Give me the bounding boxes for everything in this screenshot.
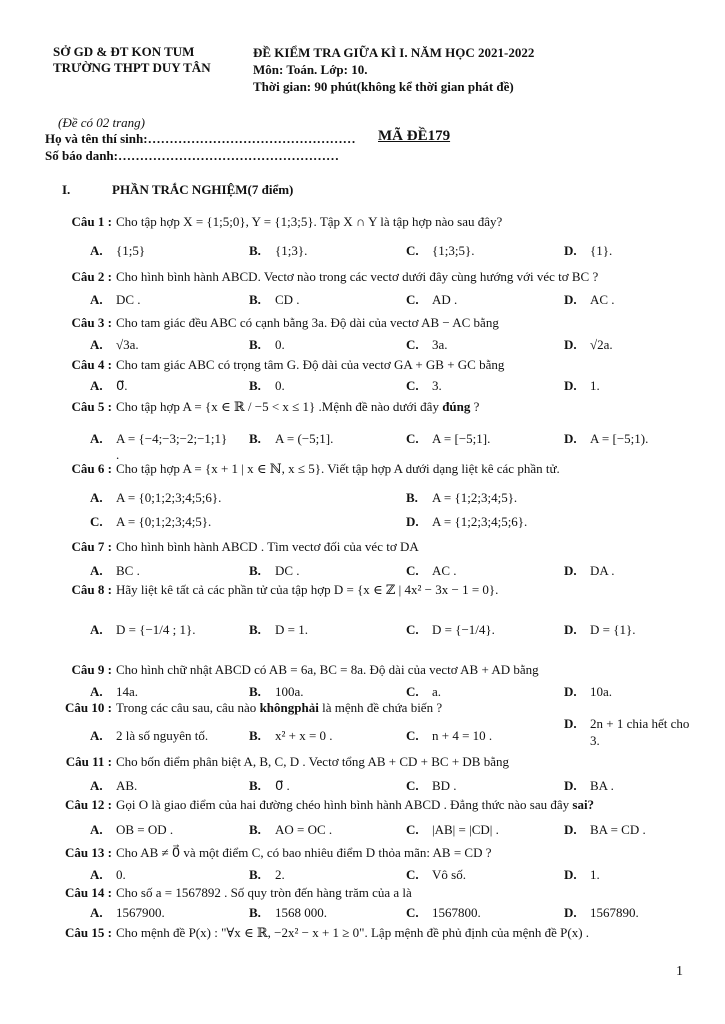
option-value: 1567900.: [116, 905, 165, 920]
section-title: PHẦN TRẮC NGHIỆM(7 điểm): [112, 182, 294, 197]
question-number: Câu 13 :: [65, 845, 112, 860]
option-value: A = (−5;1].: [275, 431, 334, 446]
option-value: 3a.: [432, 337, 448, 352]
answer-option-b[interactable]: [249, 822, 332, 838]
option-label: C.: [406, 431, 419, 446]
option-label: B.: [249, 684, 261, 699]
answer-option-a[interactable]: [90, 431, 227, 447]
question-number: Câu 11 :: [65, 754, 112, 769]
option-label: C.: [406, 337, 419, 352]
option-value: 14a.: [116, 684, 139, 699]
option-label: A.: [90, 337, 103, 352]
question-text: [116, 269, 598, 285]
option-value: 100a.: [275, 684, 304, 699]
question-text-emphasis: đúng: [442, 399, 471, 414]
answer-option-d[interactable]: [564, 243, 612, 259]
option-a-tail: .: [116, 447, 120, 462]
option-value: A = {0;1;2;3;4;5;6}.: [116, 490, 222, 505]
option-value: 0.: [116, 867, 126, 882]
answer-option-d[interactable]: [564, 622, 635, 638]
option-label: A.: [90, 490, 103, 505]
option-label: B.: [249, 292, 261, 307]
answer-option-a[interactable]: [90, 378, 128, 394]
option-value: Vô số.: [432, 867, 466, 882]
question-text-main: Cho AB ≠ 0⃗ và một điểm C, có bao nhiêu điểm D thỏa mãn: AB = CD ?: [116, 845, 492, 860]
answer-option-c[interactable]: [406, 243, 474, 259]
question-number: Câu 10 :: [65, 700, 112, 715]
answer-option-c[interactable]: [406, 822, 499, 838]
option-value: 2.: [275, 867, 285, 882]
option-value: BC .: [116, 563, 140, 578]
question-text: [116, 925, 589, 941]
school-name: TRƯỜNG THPT DUY TÂN: [53, 60, 211, 75]
option-label: A.: [90, 243, 103, 258]
question-text: [116, 539, 419, 555]
question-number: Câu 12 :: [65, 797, 112, 812]
option-label: D.: [564, 684, 577, 699]
answer-option-d[interactable]: [564, 563, 615, 579]
answer-option-b[interactable]: [249, 563, 300, 579]
candidate-id-label: Số báo danh:……………………………………………: [45, 148, 339, 163]
option-value: |AB| = |CD| .: [432, 822, 499, 837]
option-value: {1;3;5}.: [432, 243, 475, 258]
option-label: C.: [406, 728, 419, 743]
option-label: B.: [249, 431, 261, 446]
option-label: D.: [564, 431, 577, 446]
question-text: [116, 885, 412, 901]
option-value: 1.: [590, 378, 600, 393]
answer-option-d[interactable]: [564, 378, 600, 394]
answer-option-d[interactable]: [564, 431, 648, 447]
answer-option-b[interactable]: [249, 337, 285, 353]
question-text: [116, 797, 594, 813]
option-label: D.: [564, 292, 577, 307]
option-value: {1;3}.: [275, 243, 308, 258]
question-number: Câu 14 :: [65, 885, 112, 900]
answer-option-c[interactable]: [406, 337, 448, 353]
option-label: B.: [249, 378, 261, 393]
question-number: Câu 9 :: [71, 662, 112, 677]
question-text-main: Cho số a = 1567892 . Số quy tròn đến hàng trăm của a là: [116, 885, 412, 900]
question-text: [116, 700, 442, 716]
option-label: A.: [90, 378, 103, 393]
department-name: SỞ GD & ĐT KON TUM: [53, 44, 195, 59]
question-text: [116, 315, 499, 331]
question-text-end: là mệnh đề chứa biến ?: [322, 700, 443, 715]
question-text-main: Cho tập hợp X = {1;5;0}, Y = {1;3;5}. Tập X ∩ Y là tập hợp nào sau đây?: [116, 214, 503, 229]
option-label: B.: [249, 822, 261, 837]
answer-option-b[interactable]: [249, 728, 333, 744]
answer-option-a[interactable]: [90, 728, 208, 744]
option-label: D.: [564, 778, 577, 793]
answer-option-c[interactable]: [406, 778, 457, 794]
answer-option-d[interactable]: [564, 716, 689, 732]
option-label: A.: [90, 563, 103, 578]
question-text: [116, 582, 498, 598]
option-value: A = [−5;1).: [590, 431, 649, 446]
answer-option-c[interactable]: [406, 728, 492, 744]
header-left: [53, 44, 211, 76]
answer-option-b[interactable]: [249, 292, 300, 308]
option-value: 2n + 1 chia hết cho: [590, 716, 690, 731]
answer-option-d[interactable]: [564, 337, 613, 353]
answer-option-c[interactable]: [406, 563, 457, 579]
answer-option-b[interactable]: [249, 622, 308, 638]
option-value: 0.: [275, 337, 285, 352]
option-label: B.: [249, 337, 261, 352]
answer-option-a[interactable]: [90, 337, 139, 353]
option-label: B.: [249, 778, 261, 793]
answer-option-a[interactable]: [90, 243, 145, 259]
answer-option-b[interactable]: [249, 867, 285, 883]
option-label: C.: [406, 867, 419, 882]
option-label: D.: [564, 716, 577, 731]
option-value: 10a.: [590, 684, 613, 699]
option-value: A = {1;2;3;4;5;6}.: [432, 514, 528, 529]
option-value: 3.: [432, 378, 442, 393]
question-text: [116, 357, 504, 373]
option-value: 0⃗ .: [275, 778, 290, 793]
question-number: Câu 2 :: [71, 269, 112, 284]
option-value: 1.: [590, 867, 600, 882]
exam-title: ĐỀ KIỂM TRA GIỮA KÌ I. NĂM HỌC 2021-2022: [253, 45, 535, 60]
option-label: C.: [406, 378, 419, 393]
question-text-main: Cho mệnh đề P(x) : "∀x ∈ ℝ, −2x² − x + 1 ≥ 0". Lập mệnh đề phủ định của mệnh đề P(x) .: [116, 925, 590, 940]
option-value: {1;5}: [116, 243, 146, 258]
option-label: D.: [564, 622, 577, 637]
question-text-main: Cho tập hợp A = {x + 1 | x ∈ ℕ, x ≤ 5}. Viết tập hợp A dưới dạng liệt kê các phần tử.: [116, 461, 560, 476]
option-label: C.: [406, 822, 419, 837]
option-value: 1568 000.: [275, 905, 327, 920]
option-value: √2a.: [590, 337, 613, 352]
answer-option-d[interactable]: [564, 867, 600, 883]
answer-option-d[interactable]: [564, 684, 612, 700]
option-label: A.: [90, 728, 103, 743]
question-text-main: Cho tam giác ABC có trọng tâm G. Độ dài của vectơ GA + GB + GC bằng: [116, 357, 505, 372]
option-label: A.: [90, 905, 103, 920]
option-value: A = {0;1;2;3;4;5}.: [116, 514, 212, 529]
answer-option-c[interactable]: [90, 514, 211, 530]
answer-option-a[interactable]: [90, 778, 137, 794]
option-value: {1}.: [590, 243, 613, 258]
question-text-main: Cho hình bình hành ABCD . Tìm vectơ đối của véc tơ DA: [116, 539, 419, 554]
option-label: C.: [406, 563, 419, 578]
option-value: DA .: [590, 563, 615, 578]
option-label: D.: [564, 822, 577, 837]
option-value: D = 1.: [275, 622, 308, 637]
option-value: A = [−5;1].: [432, 431, 491, 446]
option-label: C.: [406, 905, 419, 920]
question-text-main: Cho bốn điểm phân biệt A, B, C, D . Vectơ tổng AB + CD + BC + DB bằng: [116, 754, 509, 769]
exam-code: MÃ ĐỀ179: [378, 128, 451, 144]
answer-option-c[interactable]: [406, 431, 490, 447]
option-value: BA = CD .: [590, 822, 646, 837]
question-text-main: Cho tam giác đều ABC có cạnh bằng 3a. Độ dài của vectơ AB − AC bằng: [116, 315, 499, 330]
option-value: A = {−4;−3;−2;−1;1}: [116, 431, 228, 446]
question-number: Câu 7 :: [71, 539, 112, 554]
option-label: A.: [90, 622, 103, 637]
pages-note: (Đề có 02 trang): [58, 115, 146, 130]
option-value: AO = OC .: [275, 822, 333, 837]
option-value: 1567800.: [432, 905, 481, 920]
option-label: A.: [90, 822, 103, 837]
answer-option-c[interactable]: [406, 684, 441, 700]
exam-time: Thời gian: 90 phút(không kể thời gian phát đề): [253, 79, 514, 94]
option-value: √3a.: [116, 337, 139, 352]
answer-option-d[interactable]: [564, 822, 646, 838]
option-label: D.: [564, 905, 577, 920]
answer-option-b[interactable]: [249, 778, 290, 794]
option-label: B.: [249, 622, 261, 637]
option-value: OB = OD .: [116, 822, 174, 837]
answer-option-b[interactable]: [249, 243, 307, 259]
question-number: Câu 1 :: [71, 214, 112, 229]
option-label: C.: [90, 514, 103, 529]
answer-option-a[interactable]: [90, 490, 221, 506]
option-value: 0⃗.: [116, 378, 128, 393]
option-label: B.: [249, 728, 261, 743]
answer-option-c[interactable]: [406, 905, 481, 921]
answer-option-d[interactable]: [564, 905, 639, 921]
option-value: CD .: [275, 292, 300, 307]
question-text-main: Cho tập hợp A = {x ∈ ℝ / −5 < x ≤ 1} .Mệnh đề nào dưới đây: [116, 399, 439, 414]
option-label: B.: [249, 867, 261, 882]
option-value: x² + x = 0 .: [275, 728, 333, 743]
answer-option-b[interactable]: [406, 490, 517, 506]
exam-subject: Môn: Toán. Lớp: 10.: [253, 62, 368, 77]
header-right: [253, 44, 534, 95]
option-value: BA .: [590, 778, 614, 793]
option-value: DC .: [116, 292, 141, 307]
answer-option-a[interactable]: [90, 622, 196, 638]
option-value: AC .: [590, 292, 615, 307]
option-label: D.: [564, 867, 577, 882]
option-value: AC .: [432, 563, 457, 578]
answer-option-b[interactable]: [249, 378, 285, 394]
option-label: A.: [90, 867, 103, 882]
option-value: 1567890.: [590, 905, 639, 920]
question-number: Câu 6 :: [71, 461, 112, 476]
option-value: AB.: [116, 778, 138, 793]
question-number: Câu 4 :: [71, 357, 112, 372]
question-number: Câu 3 :: [71, 315, 112, 330]
option-value: 2 là số nguyên tố.: [116, 728, 209, 743]
option-value: A = {1;2;3;4;5}.: [432, 490, 518, 505]
question-text-main: Cho hình chữ nhật ABCD có AB = 6a, BC = 8a. Độ dài của vectơ AB + AD bằng: [116, 662, 539, 677]
option-value: AD .: [432, 292, 458, 307]
answer-option-a[interactable]: [90, 822, 173, 838]
option-value: a.: [432, 684, 442, 699]
question-text-end: ?: [473, 399, 480, 414]
option-value: D = {−1/4}.: [432, 622, 495, 637]
option-label: D.: [564, 337, 577, 352]
option-label: B.: [406, 490, 418, 505]
question-text: [116, 754, 509, 770]
question-text: [116, 845, 492, 861]
option-value: n + 4 = 10 .: [432, 728, 493, 743]
question-text-main: Gọi O là giao điểm của hai đường chéo hình bình hành ABCD . Đẳng thức nào sau đây: [116, 797, 570, 812]
option-value: D = {1}.: [590, 622, 636, 637]
answer-option-b[interactable]: [249, 684, 304, 700]
option-label: C.: [406, 684, 419, 699]
option-label: A.: [90, 292, 103, 307]
answer-option-d[interactable]: [564, 778, 614, 794]
question-text-main: Trong các câu sau, câu nào: [116, 700, 257, 715]
option-label: C.: [406, 778, 419, 793]
answer-option-a[interactable]: [90, 867, 126, 883]
option-label: D.: [564, 563, 577, 578]
option-label: B.: [249, 563, 261, 578]
question-text: [116, 461, 560, 477]
question-text-main: Cho hình bình hành ABCD. Vectơ nào trong các vectơ dưới đây cùng hướng với véc tơ BC ?: [116, 269, 599, 284]
answer-option-b[interactable]: [249, 431, 333, 447]
option-label: D.: [564, 243, 577, 258]
option-value: 0.: [275, 378, 285, 393]
option-label: A.: [90, 778, 103, 793]
question-number: Câu 15 :: [65, 925, 112, 940]
answer-option-c[interactable]: [406, 378, 442, 394]
question-text-main: Hãy liệt kê tất cả các phần tử của tập hợp D = {x ∈ ℤ | 4x² − 3x − 1 = 0}.: [116, 582, 499, 597]
option-label: D.: [406, 514, 419, 529]
option-label: D.: [564, 378, 577, 393]
question-text: [116, 662, 539, 678]
option-label: A.: [90, 431, 103, 446]
option-label: A.: [90, 684, 103, 699]
option-value: BD .: [432, 778, 457, 793]
answer-option-a[interactable]: [90, 292, 141, 308]
question-number: Câu 5 :: [71, 399, 112, 414]
candidate-name-label: Họ và tên thí sinh:…………………………………………: [45, 131, 356, 146]
answer-option-a[interactable]: [90, 905, 165, 921]
option-d-tail: 3.: [590, 733, 600, 748]
answer-option-c[interactable]: [406, 622, 495, 638]
answer-option-b[interactable]: [249, 905, 327, 921]
answer-option-d[interactable]: [564, 292, 615, 308]
question-number: Câu 8 :: [71, 582, 112, 597]
answer-option-a[interactable]: [90, 563, 140, 579]
option-label: C.: [406, 292, 419, 307]
option-label: B.: [249, 243, 261, 258]
option-value: D = {−1/4 ; 1}.: [116, 622, 196, 637]
answer-option-c[interactable]: [406, 867, 466, 883]
option-label: C.: [406, 243, 419, 258]
answer-option-a[interactable]: [90, 684, 138, 700]
page-number: 1: [676, 964, 683, 979]
question-text-emphasis: khôngphải: [259, 700, 319, 715]
question-text-emphasis: sai?: [572, 797, 595, 812]
section-number: I.: [62, 182, 71, 197]
option-value: DC .: [275, 563, 300, 578]
option-label: B.: [249, 905, 261, 920]
answer-option-d[interactable]: [406, 514, 527, 530]
question-text: [116, 399, 479, 415]
question-text: [116, 214, 502, 230]
answer-option-c[interactable]: [406, 292, 457, 308]
option-label: C.: [406, 622, 419, 637]
